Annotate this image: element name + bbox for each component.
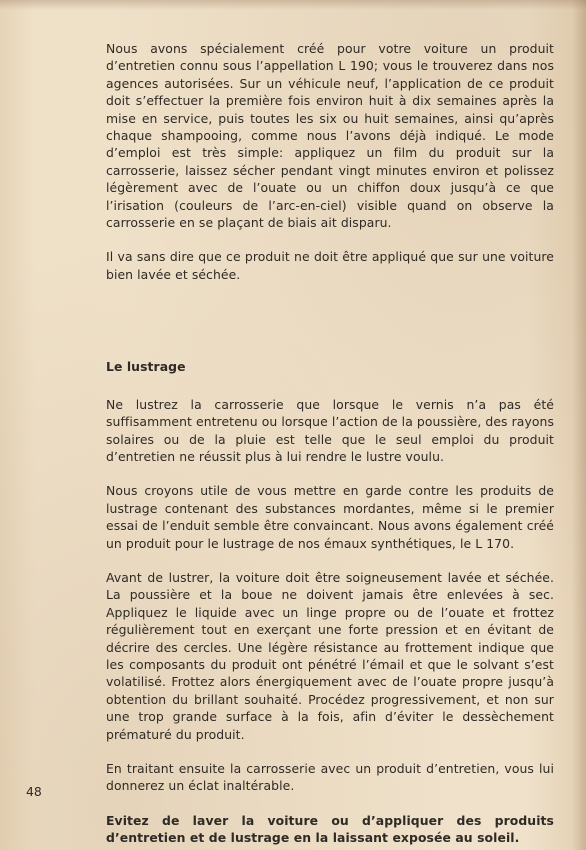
lustrage-paragraph-1: Ne lustrez la carrosserie que lorsque le vernis n’a pas été suffisamment entretenu ou lorsque l’action de la poussière, des rayons solaires ou de la pluie est telle que le seul emploi du produit d’entretien ne réussit plus à lui rendre le lustre voulu. xyxy=(106,396,554,464)
lustrage-paragraph-4: En traitant ensuite la carrosserie avec un produit d’entretien, vous lui donnerez un éclat inaltérable. xyxy=(106,761,554,794)
warning-paragraph: Evitez de laver la voiture ou d’appliquer des produits d’entretien et de lustrage en la laissant exposée au soleil. xyxy=(106,812,554,846)
page-top-shadow xyxy=(0,0,586,10)
lustrage-paragraph-3: Avant de lustrer, la voiture doit être soigneusement lavée et séchée. La poussière et la boue ne doivent jamais être enlevées à sec. Appliquez le liquide avec un linge propre ou de l’ouate et frottez régulièrement tout en exerçant une forte pression et en évitant de décrire des cercles. Une légère résistance au frottement indique que les composants du produit ont pénétré l’émail et que le solvant s’est volatilisé. Frottez alors énergiquement avec de l’ouate propre jusqu’à obtention du brillant souhaité. Procédez progressivement, et non sur une trop grande surface à la fois, afin d’éviter le dessèchement prématuré du produit. xyxy=(106,569,554,742)
page-number: 48 xyxy=(26,784,42,799)
intro-paragraph-1: Nous avons spécialement créé pour votre voiture un produit d’entretien connu sous l’appellation L 190; vous le trouverez dans nos agences autorisées. Sur un véhicule neuf, l’application de ce produit doit s’effectuer la première fois environ huit à dix semaines après la mise en service, puis toutes les six ou huit semaines, ainsi qu’après chaque shampooing, comme nous l’avons déjà indiqué. Le mode d’emploi est très simple: appliquez un film du produit sur la carrosserie, laissez sécher pendant vingt minutes environ et polissez légèrement avec de l’ouate ou un chiffon doux jusqu’à ce que l’irisation (couleurs de l’arc-en-ciel) visible quand on observe la carrosserie en se plaçant de biais ait disparu. xyxy=(106,41,554,231)
page-right-shadow xyxy=(572,0,586,850)
page-content xyxy=(106,40,554,847)
intro-paragraph-2: Il va sans dire que ce produit ne doit être appliqué que sur une voiture bien lavée et séchée. xyxy=(106,249,554,282)
section-heading: Le lustrage xyxy=(106,359,186,375)
lustrage-paragraph-2: Nous croyons utile de vous mettre en garde contre les produits de lustrage contenant des substances mordantes, même si le premier essai de l’enduit semble être convaincant. Nous avons également créé un produit pour le lustrage de nos émaux synthétiques, le L 170. xyxy=(106,483,554,551)
